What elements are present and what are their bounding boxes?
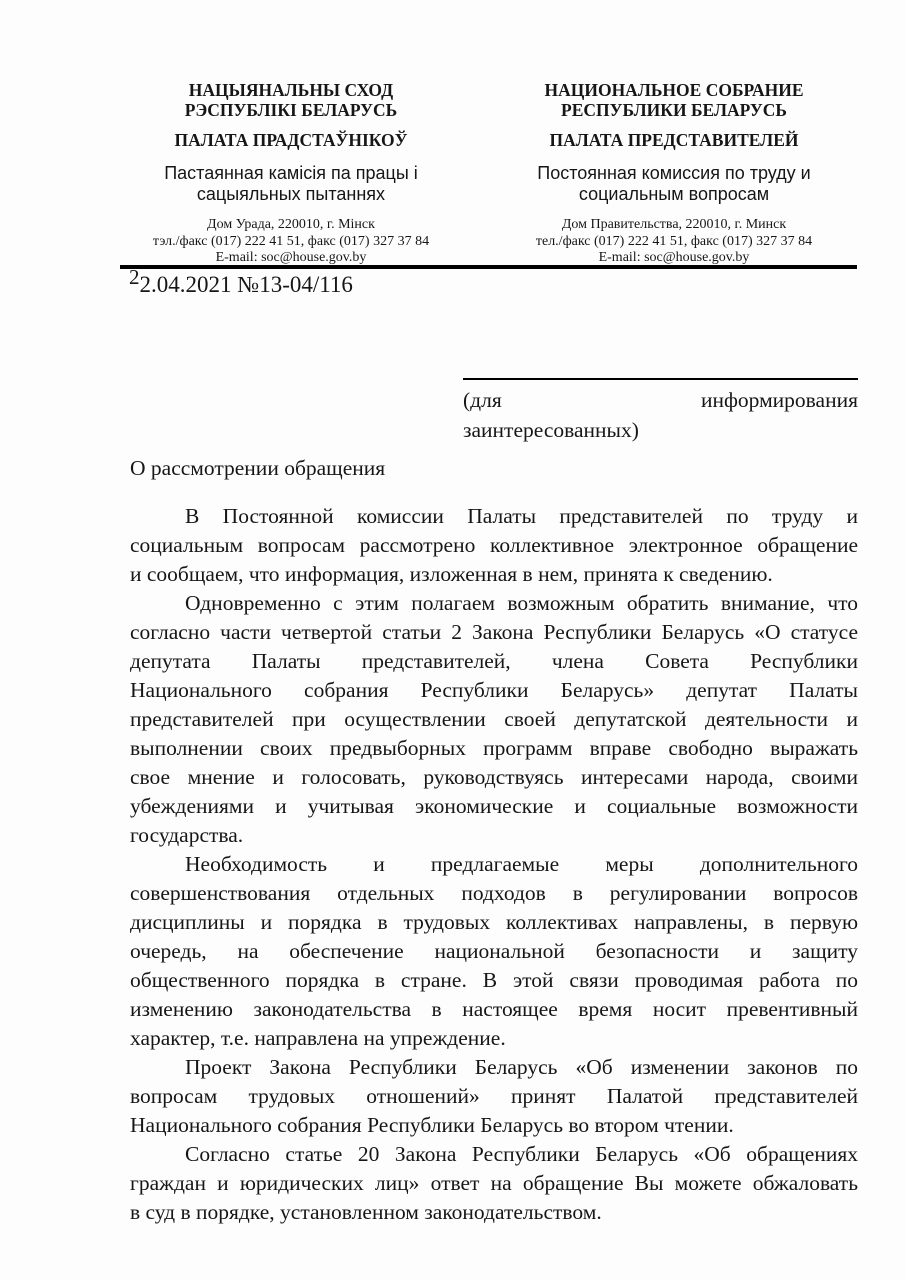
contact-block-by — [130, 217, 452, 267]
commission-line: Пастаянная камісія па працы і — [164, 163, 418, 183]
date-and-number: 2.04.2021 №13-04/116 — [139, 272, 353, 297]
body-line: В Постоянной комиссии Палаты представителей по труду и — [185, 504, 858, 528]
email-line: E-mail: soc@house.gov.by — [598, 250, 750, 265]
org-name-line: РЭСПУБЛІКІ БЕЛАРУСЬ — [184, 100, 398, 120]
address-line: Дом Урада, 220010, г. Мінск — [207, 217, 375, 232]
letterhead-russian — [490, 80, 858, 267]
org-name-line: НАЦЫЯНАЛЬНЫ СХОД — [188, 80, 394, 100]
body-line: Национального собрания Республики Беларусь во втором чтении. — [130, 1113, 734, 1137]
body-line: дисциплины и порядка в трудовых коллективах направлены, в первую — [130, 910, 858, 934]
body-line: и сообщаем, что информация, изложенная в нем, принята к сведению. — [130, 562, 773, 586]
body-line: Национального собрания Республики Беларусь» депутат Палаты — [130, 678, 858, 702]
chamber-name-ru: ПАЛАТА ПРЕДСТАВИТЕЛЕЙ — [549, 130, 799, 150]
body-line: Одновременно с этим полагаем возможным обратить внимание, что — [185, 591, 858, 615]
org-name-by — [130, 80, 452, 120]
body-line: совершенствования отдельных подходов в регулировании вопросов — [130, 881, 858, 905]
org-name-line: НАЦИОНАЛЬНОЕ СОБРАНИЕ — [544, 80, 804, 100]
body-line: представителей при осуществлении своей депутатской деятельности и — [130, 707, 858, 731]
addressee-line: (для информирования — [463, 388, 858, 412]
body-line: свое мнение и голосовать, руководствуясь интересами народа, своими — [130, 765, 858, 789]
commission-name-by — [130, 163, 452, 205]
letterhead — [130, 80, 858, 267]
contact-block-ru — [490, 217, 858, 267]
letterhead-belarusian — [130, 80, 452, 267]
addressee-rule — [463, 378, 858, 380]
body-line: выполнении своих предвыборных программ вправе свободно выражать — [130, 736, 858, 760]
letter-body — [130, 502, 858, 1227]
body-line: Необходимость и предлагаемые меры дополнительного — [185, 852, 858, 876]
body-line: характер, т.е. направлена на упреждение. — [130, 1026, 506, 1050]
body-line: в суд в порядке, установленном законодательством. — [130, 1200, 602, 1224]
addressee-block — [463, 378, 858, 445]
email-line: E-mail: soc@house.gov.by — [215, 250, 367, 265]
phone-line: тел./факс (017) 222 41 51, факс (017) 327 37 84 — [535, 233, 813, 249]
body-line: убеждениями и учитывая экономические и социальные возможности — [130, 794, 858, 818]
body-line: депутата Палаты представителей, члена Совета Республики — [130, 649, 858, 673]
chamber-name-by: ПАЛАТА ПРАДСТАЎНІКОЎ — [174, 130, 408, 150]
addressee-line: заинтересованных) — [463, 418, 639, 442]
commission-line: социальным вопросам — [578, 184, 770, 204]
body-line: изменению законодательства в настоящее время носит превентивный — [130, 997, 858, 1021]
phone-line: тэл./факс (017) 222 41 51, факс (017) 327 37 84 — [152, 233, 430, 249]
address-line: Дом Правительства, 220010, г. Минск — [561, 217, 787, 232]
body-line: граждан и юридических лиц» ответ на обращение Вы можете обжаловать — [130, 1171, 858, 1195]
body-line: вопросам трудовых отношений» принят Палатой представителей — [130, 1084, 858, 1108]
commission-line: сацыяльных пытаннях — [196, 184, 386, 204]
body-line: Проект Закона Республики Беларусь «Об изменении законов по — [185, 1055, 858, 1079]
body-line: Согласно статье 20 Закона Республики Беларусь «Об обращениях — [185, 1142, 858, 1166]
body-line: общественного порядка в стране. В этой связи проводимая работа по — [130, 968, 858, 992]
body-line: согласно части четвертой статьи 2 Закона Республики Беларусь «О статусе — [130, 620, 858, 644]
body-line: государства. — [130, 823, 244, 847]
reference-line — [129, 265, 353, 298]
handwritten-digit: 2 — [129, 265, 140, 289]
header-divider-rule — [120, 265, 857, 269]
body-line: социальным вопросам рассмотрено коллективное электронное обращение — [130, 533, 858, 557]
commission-name-ru — [490, 163, 858, 205]
commission-line: Постоянная комиссия по труду и — [537, 163, 811, 183]
org-name-line: РЕСПУБЛИКИ БЕЛАРУСЬ — [561, 100, 787, 120]
subject-line: О рассмотрении обращения — [130, 456, 386, 480]
body-line: очередь, на обеспечение национальной безопасности и защиту — [130, 939, 858, 963]
org-name-ru — [490, 80, 858, 120]
